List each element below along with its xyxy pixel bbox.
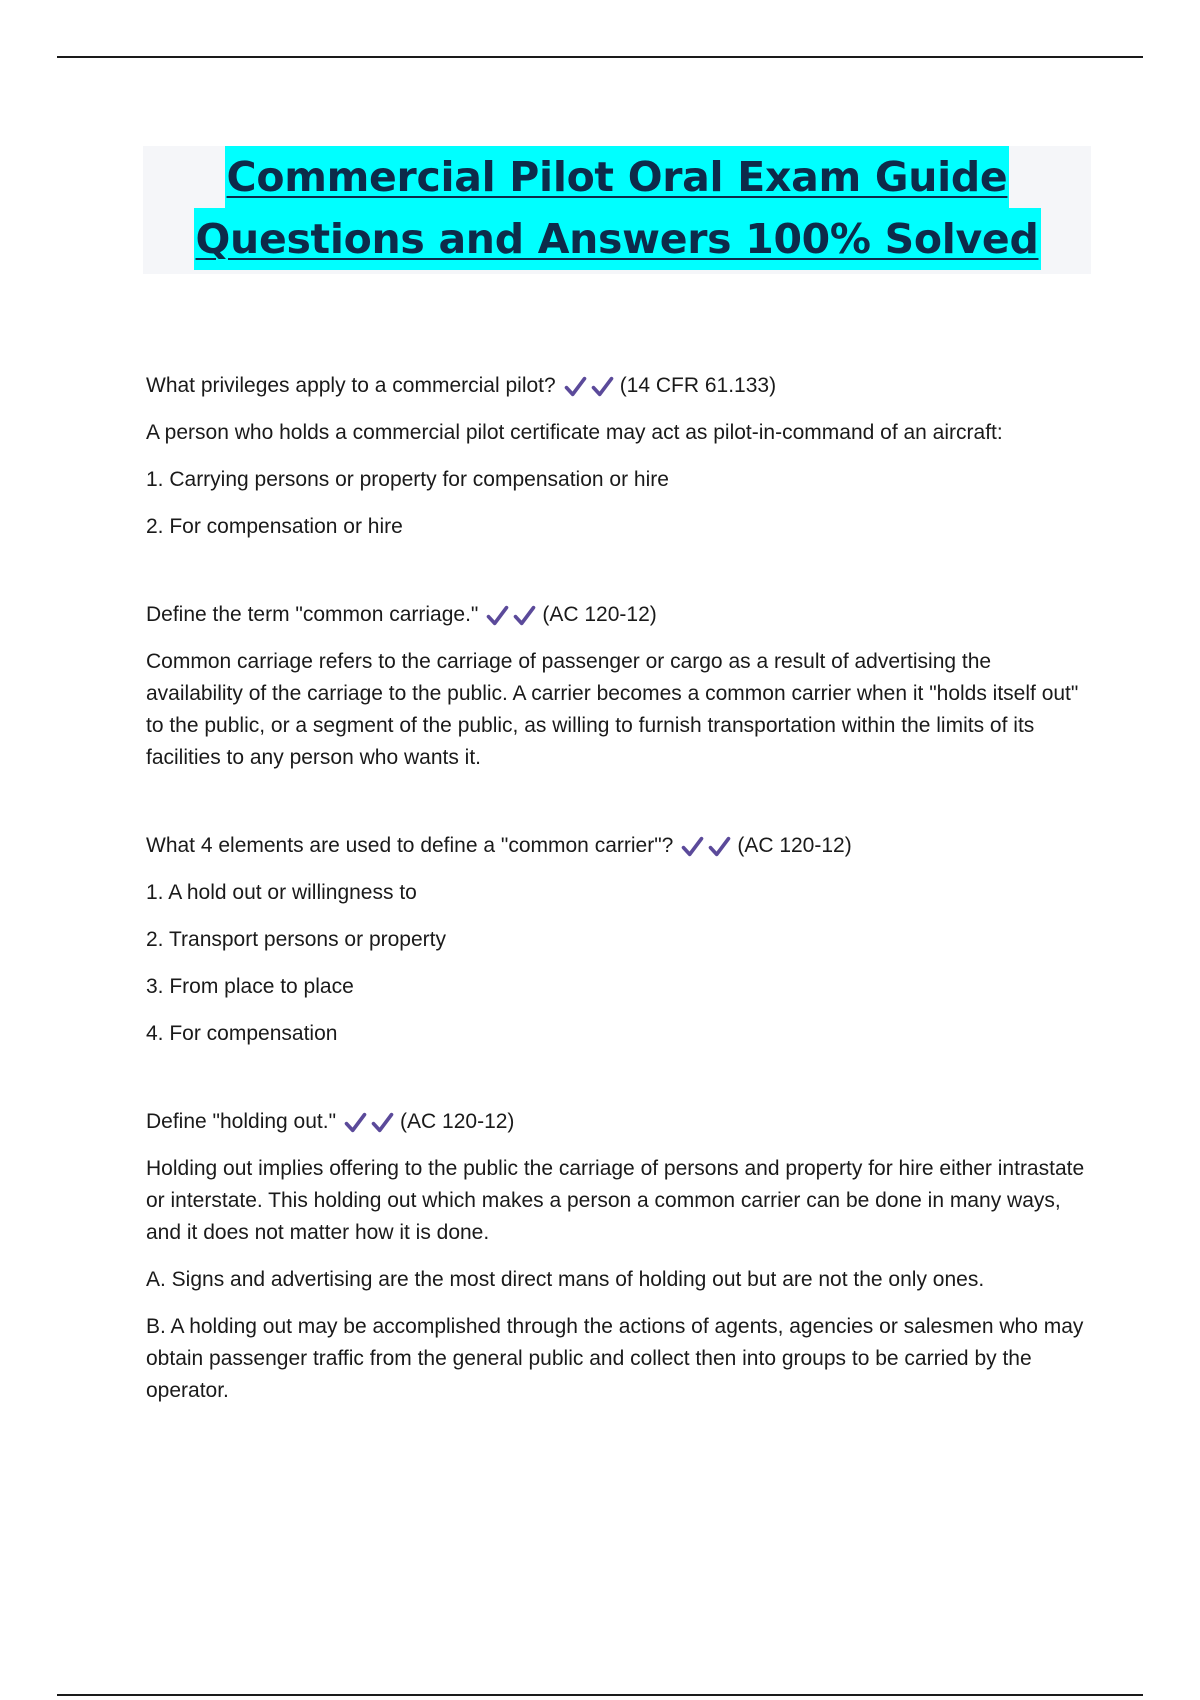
check-icon [679,833,706,860]
check-icon [342,1109,369,1136]
check-icon [589,373,616,400]
check-icon [484,602,511,629]
check-icon [511,602,538,629]
question-text: Define "holding out." [146,1110,337,1133]
question-text: Define the term "common carriage." [146,603,479,626]
answer-list-item: 2. Transport persons or property [146,928,446,951]
answer-paragraph: A person who holds a commercial pilot certificate may act as pilot-in-command of an aircraft: [146,421,1003,444]
answer-list-item: 2. For compensation or hire [146,515,403,538]
question [146,830,1091,862]
double-check-icons [484,602,538,629]
double-check-icons [679,833,733,860]
answer-list-item: 4. For compensation [146,1022,338,1045]
question-text: What privileges apply to a commercial pilot? [146,374,556,397]
check-icon [706,833,733,860]
answer-paragraph: B. A holding out may be accomplished through the actions of agents, agencies or salesmen who may obtain passenger traffic from the general public and collect then into groups to be carried by the operator. [146,1315,1084,1402]
page-title-line-1: Commercial Pilot Oral Exam Guide [225,146,1010,208]
qa-item [146,370,1091,543]
question-reference: (14 CFR 61.133) [619,374,777,397]
answer-list-item: 3. From place to place [146,975,354,998]
qa-list [146,370,1091,1463]
answer-list-item: 1. A hold out or willingness to [146,881,417,904]
check-icon [369,1109,396,1136]
answer-paragraph: Common carriage refers to the carriage of passenger or cargo as a result of advertising the availability of the carriage to the public. A carrier becomes a common carrier when it "holds itself out" to the public, or a segment of the public, as willing to furnish transportation within the limits of its facilities to any person who wants it. [146,650,1079,769]
top-rule [57,56,1143,58]
question [146,1106,1091,1138]
question [146,370,1091,402]
question-reference: (AC 120-12) [400,1110,515,1133]
answer-paragraph: A. Signs and advertising are the most direct mans of holding out but are not the only ones. [146,1268,985,1291]
question-text: What 4 elements are used to define a "common carrier"? [146,834,674,857]
bottom-rule [57,1694,1143,1696]
question [146,599,1091,631]
title-block [143,146,1091,274]
answer-paragraph: Holding out implies offering to the public the carriage of persons and property for hire either intrastate or interstate. This holding out which makes a person a common carrier can be done in many ways, and it does not matter how it is done. [146,1157,1085,1244]
qa-item [146,599,1091,774]
question-reference: (AC 120-12) [542,603,657,626]
double-check-icons [562,373,616,400]
qa-item [146,1106,1091,1407]
check-icon [562,373,589,400]
question-reference: (AC 120-12) [737,834,852,857]
page-title-line-2: Questions and Answers 100% Solved [194,208,1041,270]
double-check-icons [342,1109,396,1136]
qa-item [146,830,1091,1050]
answer-list-item: 1. Carrying persons or property for compensation or hire [146,468,669,491]
